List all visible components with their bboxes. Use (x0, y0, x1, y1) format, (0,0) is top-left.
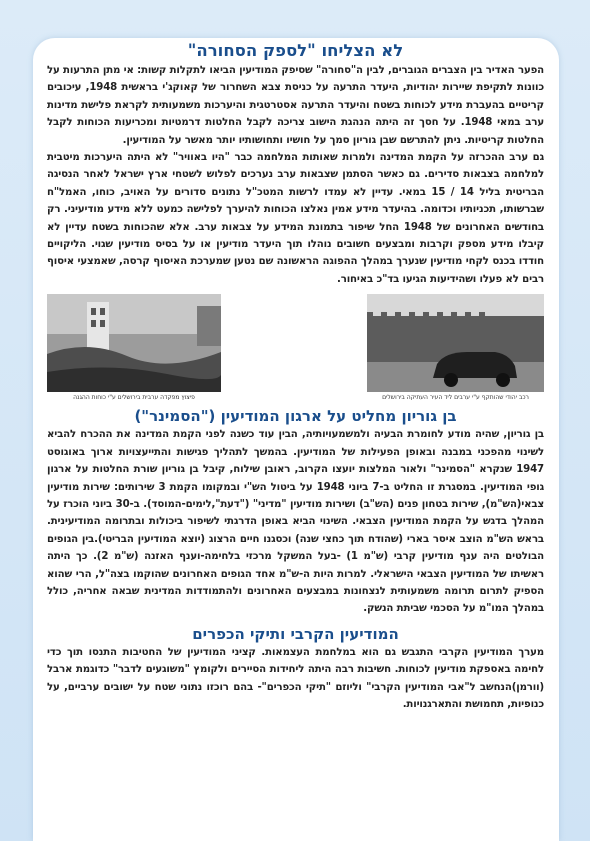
car-photo-icon (367, 294, 544, 392)
photo-row (47, 294, 544, 406)
section-title-field-intel: המודיעין הקרבי ותיקי הכפרים (192, 624, 399, 643)
photo-attacked-car (367, 294, 544, 392)
section-title-supply: לא הצליחו "לספק הסחורה" (187, 41, 404, 60)
paragraph: בן גוריון, שהיה מודע לחומרת הבעיה ולמשמעויותיה, הבין עוד כשנה לפני הקמת המדינה את ההכרח להביא לשינוי מהפכני במבנה ובאופן הפעילות של המודיעין. בהמשך לתהליך פגישות והתייעצויות ארוך באוגוסט 1947 שנקרא "הסמינר" ולאור המלצות יועצו הקרוב, ראובן שילוח, קיבל בן גוריון שורת החלטות על ארגון גופי המודיעין. במסגרת זו החליט ב-7 ביוני 1948 על ביטול הש"י ובמקומו הקמת 3 שירותים: שירות מודיעין צבאי(הש"מ), שירות בטחון פנים (הש"ב) ושירות מודיעין "מדיני" ("דעת",לימים-המוסד). ב-30 ביוני הוכרז על המהלך בדגש על הקמת המודיעין הצבאי. השינוי הביא באופן הדרגתי לשיפור ביכולות ובתרומה המודיעינית. בראש הש"מ הוצב איסר בארי (שהודח תוך כחצי שנה) וכסגנו חיים הרצוג (יוצא המודיעין הבריטי).בין הגופים הבולטים היה ענף מודיעין קרבי (ש"מ 1) -בעל המשקל מרכזי בלחימה-וענף האזנה (ש"מ 2). כך היתה ראשיתו של המודיעין הצבאי הישראלי. למרות היות ה-ש"מ אחד הגופים האחרונים שהוקמו בצה"ל, הרי שהוא הספיק לתרום תרומה משמעותית לנצחונות במבצעים האחרונים ולהתמודדות המדינית שבאה אחריה, כולל במהלך המו"מ על הסכמי שביתת הנשק. (47, 429, 544, 615)
paragraph: גם ערב ההכרזה על הקמת המדינה ולמרות שאותות המלחמה כבר "היו באוויר" לא היתה היערכות מיטבית למלחמה בצבאות סדירים. גם כאשר הסתמן שצבאות ערב נערכים לפלוש לשטחי ארץ ישראל לאחר הנסיגה הבריטית בליל 14 / 15 במאי. עדיין לא עמדו לרשות המטכ"ל נתונים סדורים על האויב, כוחו, האמל"ח שברשותו, תכניותיו וכדומה. בהיעדר מידע אמין נאלצו הכוחות להיערך לפלישה כמעט ללא מידע מודיעיני. רק בחודשים האחרונים של 1948 החל שיפור בתמונת המידע על צבאות ערב. אלא שהכוחות בשטח עדיין לא קיבלו מידע מספק וקרבות ומבצעים חשובים נוהלו תוך היעדר מודיעין או על בסיס מודיעין שגוי. הליקויים חודדו בכנס לקחי מודיעין שנערך במהלך ההפוגה הראשונה שם נטען שמערכת האיסוף קרסה, שאמצעי איסוף רבים לא פעלו ושהידיעות הגיעו בד"כ באיחור. (47, 152, 544, 285)
photo-caption-left: פיצוץ מפקדה ערבית בירושלים ע"י כוחות ההגנה (73, 394, 195, 402)
section-title-ben-gurion: בן גוריון מחליט על ארגון המודיעין ("הסמינר") (134, 407, 457, 426)
photo-caption-right: רכב יהודי שהותקף ע"י ערבים ליד העיר העתיקה בירושלים (382, 394, 529, 402)
paragraph: הפער האדיר בין הצברים הגוברים, לבין ה"סחורה" שסיפק המודיעין הביאו לתקלות קשות: אי מתן התרעות על כוונות לתקיפת שיירות יהודיות, היעדר התרעה על כניסת צבא השחרור של קאוקג'י בראשית 1948, עיכובים קריטיים בהעברת מידע לכוחות בשטח והיעדר התרעה אסטרטגית והיערכות משמעותית לקראת פלישת מדינות ערב במאי 1948. על חסך זה היתה הנהגת הישוב צריכה לקבל החלטות דרמטיות ומכריעות הכוחות לקבל החלטות קריטיות. ניתן להתרשם שבן גוריון סמך על חושיו ותחושותיו יותר מאשר על המודיעין. (47, 65, 544, 146)
photo-explosion (47, 294, 221, 392)
paragraph: מערך המודיעין הקרבי התגבש גם הוא במלחמת העצמאות. קציני המודיעין של החטיבות התנסו תוך כדי לחימה באספקת מודיעין לכוחות. חשיבות רבה היתה ליחידות הסיירים ולקומץ "משוגעים לדבר" כדוגמת ארבל (וורמן)הנחשב ל"אבי המודיעין הקרבי" וליוזם "תיקי הכפרים"- בהם רוכזו נתוני שטח על ישובים ערביים, על כנופיות, תחמושת והתארגנויות. (47, 646, 544, 710)
article (47, 40, 544, 713)
explosion-photo-icon (47, 294, 221, 392)
